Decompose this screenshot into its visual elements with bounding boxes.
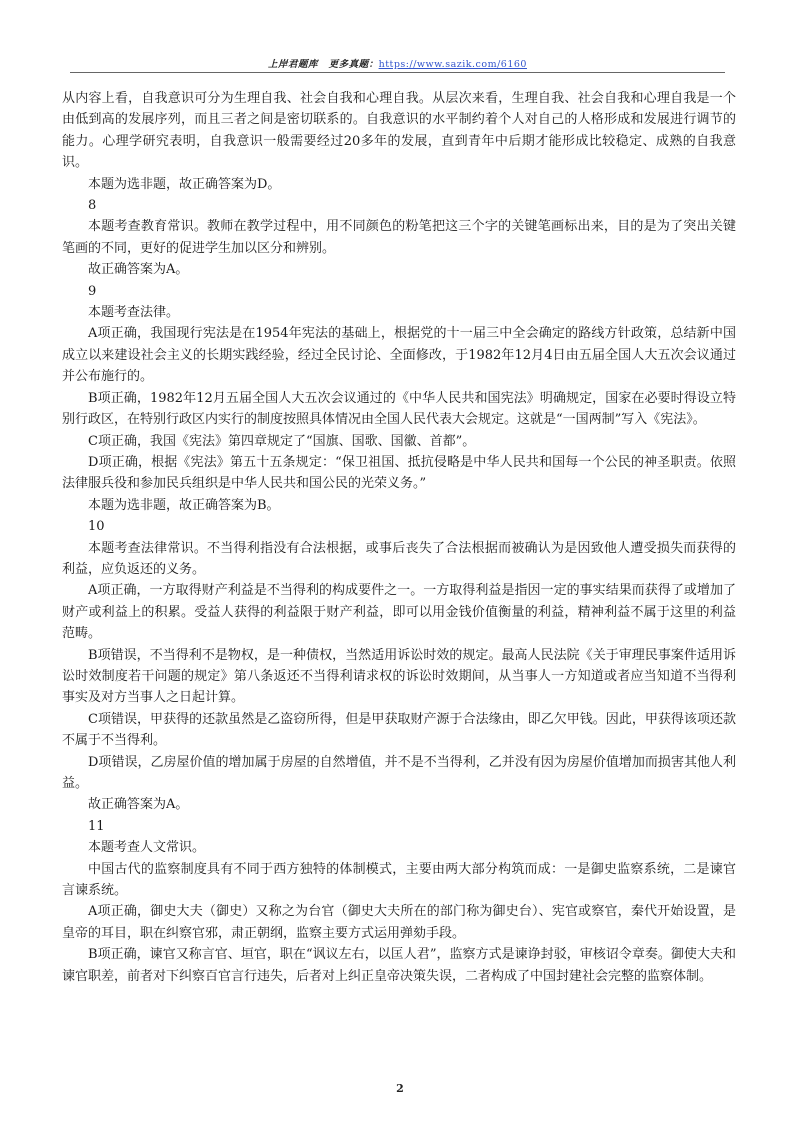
paragraph: A项正确，御史大夫（御史）又称之为台官（御史大夫所在的部门称为御史台）、宪官或察官，秦代开始设置，是皇帝的耳目，职在纠察官邪，肃正朝纲，监察主要方式运用弹劾手段。 — [62, 904, 736, 941]
paragraph: 本题考查法律。 — [88, 305, 180, 321]
paragraph: B项错误，不当得利不是物权，是一种债权，当然适用诉讼时效的规定。最高人民法院《关于审理民事案件适用诉讼时效制度若干问题的规定》第八条返还不当得利请求权的诉讼时效期间，从当事人一方知道或者应当知道不当得利事实及对方当事人之日起计算。 — [62, 647, 736, 706]
paragraph: 故正确答案为A。 — [88, 262, 189, 278]
paragraph: C项错误，甲获得的还款虽然是乙盗窃所得，但是甲获取财产源于合法缘由，即乙欠甲钱。因此，甲获得该项还款不属于不当得利。 — [62, 711, 736, 749]
paragraph: A项正确，我国现行宪法是在1954年宪法的基础上，根据党的十一届三中全会确定的路线方针政策，总结新中国成立以来建设社会主义的长期实践经验，经过全民讨论、全面修改，于1982年12月4日由五届全国人大五次会议通过并公布施行的。 — [62, 326, 736, 385]
question-number: 9 — [88, 283, 97, 299]
paragraph: D项错误，乙房屋价值的增加属于房屋的自然增值，并不是不当得利，乙并没有因为房屋价值增加而损害其他人利益。 — [62, 754, 736, 791]
header-divider — [70, 72, 725, 73]
paragraph: 中国古代的监察制度具有不同于西方独特的体制模式，主要由两大部分构筑而成：一是御史监察系统，二是谏官言谏系统。 — [62, 861, 736, 899]
document-body — [62, 88, 736, 987]
header-brand: 上岸君题库 — [268, 59, 319, 70]
paragraph: C项正确，我国《宪法》第四章规定了“国旗、国歌、国徽、首都”。 — [88, 433, 476, 449]
question-number: 11 — [88, 818, 105, 834]
paragraph: B项正确，1982年12月五届全国人大五次会议通过的《中华人民共和国宪法》明确规定，国家在必要时得设立特别行政区，在特别行政区内实行的制度按照具体情况由全国人民代表大会规定。这就是“一国两制”写入《宪法》。 — [62, 390, 736, 428]
page-header — [70, 56, 725, 70]
paragraph: 故正确答案为A。 — [88, 797, 189, 813]
paragraph: 本题为选非题，故正确答案为D。 — [88, 176, 281, 192]
question-number: 10 — [88, 519, 105, 535]
paragraph: B项正确，谏官又称言官、垣官，职在“讽议左右，以匡人君”，监察方式是谏诤封驳，审核诏令章奏。御使大夫和谏官职差，前者对下纠察百官言行违失，后者对上纠正皇帝决策失误，二者构成了中国封建社会完整的监察体制。 — [62, 947, 736, 984]
paragraph: A项正确，一方取得财产利益是不当得利的构成要件之一。一方取得利益是指因一定的事实结果而获得了或增加了财产或利益上的积累。受益人获得的利益限于财产利益，即可以用金钱价值衡量的利益，精神利益不属于这里的利益范畴。 — [62, 583, 736, 642]
paragraph: 本题考查教育常识。教师在教学过程中，用不同颜色的粉笔把这三个字的关键笔画标出来，目的是为了突出关键笔画的不同，更好的促进学生加以区分和辨别。 — [62, 219, 736, 256]
paragraph: D项正确，根据《宪法》第五十五条规定：“保卫祖国、抵抗侵略是中华人民共和国每一个公民的神圣职责。依照法律服兵役和参加民兵组织是中华人民共和国公民的光荣义务。” — [62, 454, 736, 492]
header-link[interactable]: https://www.sazik.com/6160 — [378, 59, 527, 70]
paragraph: 本题为选非题，故正确答案为B。 — [88, 497, 280, 513]
question-number: 8 — [88, 198, 97, 214]
header-label: 更多真题： — [328, 59, 379, 70]
paragraph: 从内容上看，自我意识可分为生理自我、社会自我和心理自我。从层次来看，生理自我、社会自我和心理自我是一个由低到高的发展序列，而且三者之间是密切联系的。自我意识的水平制约着个人对自己的人格形成和发展进行调节的能力。心理学研究表明，自我意识一般需要经过20多年的发展，直到青年中后期才能形成比较稳定、成熟的自我意识。 — [62, 91, 736, 171]
paragraph: 本题考查法律常识。不当得利指没有合法根据，或事后丧失了合法根据而被确认为是因致他人遭受损失而获得的利益，应负返还的义务。 — [62, 540, 736, 577]
paragraph: 本题考查人文常识。 — [88, 840, 206, 856]
page-number: 2 — [396, 1082, 404, 1095]
